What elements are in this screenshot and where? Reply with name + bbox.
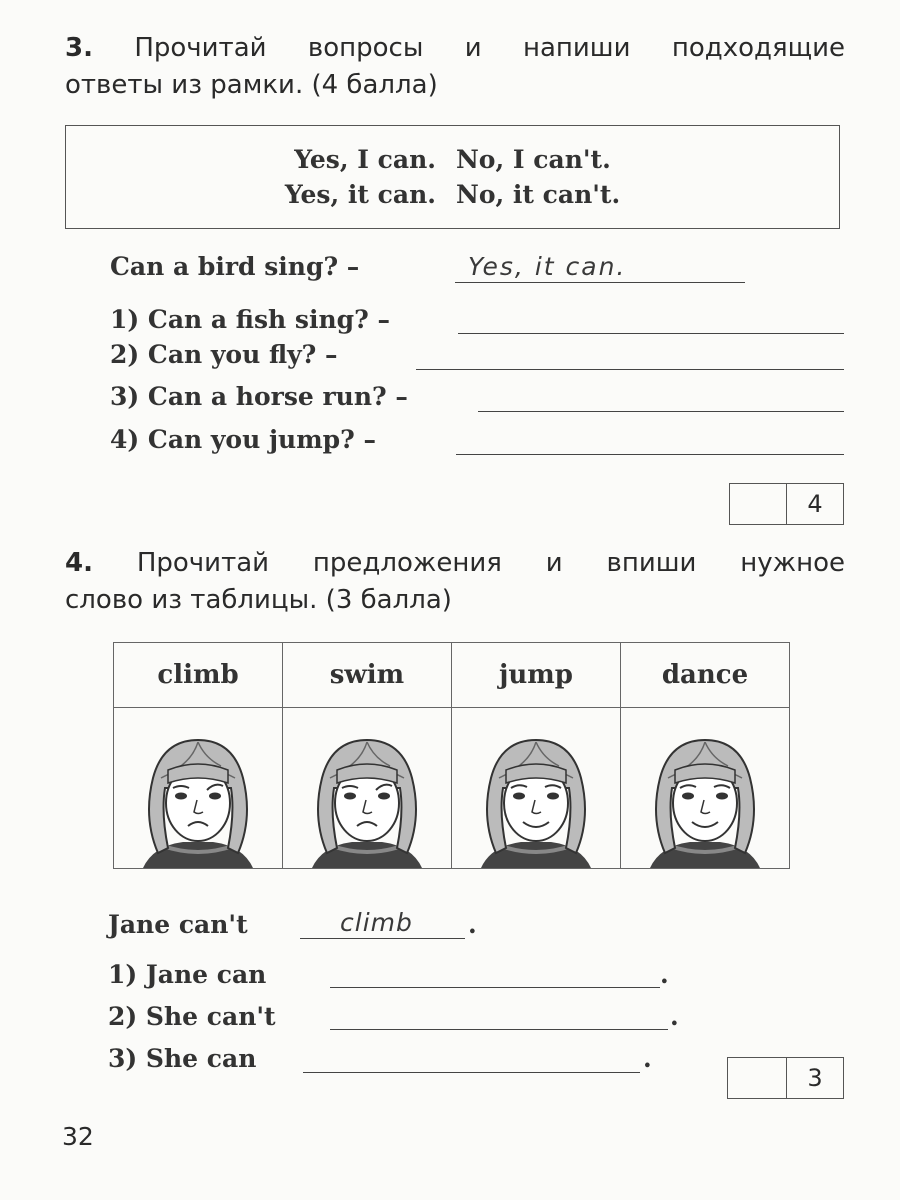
max-score: 4 xyxy=(807,490,823,518)
example-answer-line xyxy=(455,282,745,283)
happy-girl-icon xyxy=(461,718,611,868)
task3-title-line2: ответы из рамки. (4 балла) xyxy=(65,70,438,100)
score-box-task4 xyxy=(727,1057,844,1099)
sentence-2: 2) She can't xyxy=(108,1002,276,1031)
picture-cell xyxy=(452,708,621,869)
task3-title-text: Прочитай вопросы и напиши подходящие xyxy=(134,33,846,63)
answer-line-1[interactable] xyxy=(330,987,660,988)
happy-girl-icon xyxy=(630,718,780,868)
option: No, it can't. xyxy=(455,180,621,209)
picture-cell xyxy=(621,708,790,869)
answer-line-1[interactable] xyxy=(458,333,844,334)
picture-cell xyxy=(114,708,283,869)
option: No, I can't. xyxy=(455,145,611,174)
sad-girl-icon xyxy=(292,718,442,868)
answer-line-2[interactable] xyxy=(416,369,844,370)
task4-title-line1 xyxy=(65,545,845,582)
question-1: 1) Can a fish sing? – xyxy=(110,305,391,334)
option: Yes, I can. xyxy=(294,145,436,174)
word-cell: climb xyxy=(114,643,283,708)
word-table xyxy=(113,642,790,869)
score-box-task3 xyxy=(729,483,844,525)
question-4: 4) Can you jump? – xyxy=(110,425,376,454)
max-score: 3 xyxy=(807,1064,823,1092)
workbook-page: 3. Прочитай вопросы и напиши подходящие ответы из рамки. (4 балла) Yes, I can. No, I can't. Yes, it can. No, it can't. Can a bird sing? – Yes, it can. 1) Can a fish sing? – 2) Can you fly? – 3) Can a horse run? – 4) Can you jump? – 4 4. Прочитай предложения и впиши нужное слово из таблицы. (3 балла) climb swim jump dance Jane can't climb . 1) Jane can . 2) She can't . 3) She can . 3 32 xyxy=(0,0,900,1200)
example-sentence: Jane can't xyxy=(108,910,248,939)
task4-title-text: Прочитай предложения и впиши нужное xyxy=(136,548,845,578)
task4-title-line2: слово из таблицы. (3 балла) xyxy=(65,585,452,615)
question-2: 2) Can you fly? – xyxy=(110,340,338,369)
score-input[interactable] xyxy=(730,484,787,524)
example-answer: climb xyxy=(340,908,413,937)
answer-options-box xyxy=(65,125,840,229)
example-question: Can a bird sing? – xyxy=(110,252,360,281)
word-cell: swim xyxy=(283,643,452,708)
answer-line-2[interactable] xyxy=(330,1029,668,1030)
question-3: 3) Can a horse run? – xyxy=(110,382,408,411)
answer-line-4[interactable] xyxy=(456,454,844,455)
score-input[interactable] xyxy=(728,1058,787,1098)
word-cell: dance xyxy=(621,643,790,708)
sentence-3: 3) She can xyxy=(108,1044,257,1073)
task4-number: 4. xyxy=(65,548,93,578)
answer-line-3[interactable] xyxy=(478,411,844,412)
task3-title-line1 xyxy=(65,30,845,67)
example-answer: Yes, it can. xyxy=(468,252,627,281)
task3-number: 3. xyxy=(65,33,93,63)
sentence-1: 1) Jane can xyxy=(108,960,267,989)
word-cell: jump xyxy=(452,643,621,708)
option: Yes, it can. xyxy=(284,180,436,209)
page-number: 32 xyxy=(62,1122,94,1151)
picture-cell xyxy=(283,708,452,869)
answer-line-3[interactable] xyxy=(303,1072,640,1073)
example-answer-line xyxy=(300,938,465,939)
sad-girl-icon xyxy=(123,718,273,868)
